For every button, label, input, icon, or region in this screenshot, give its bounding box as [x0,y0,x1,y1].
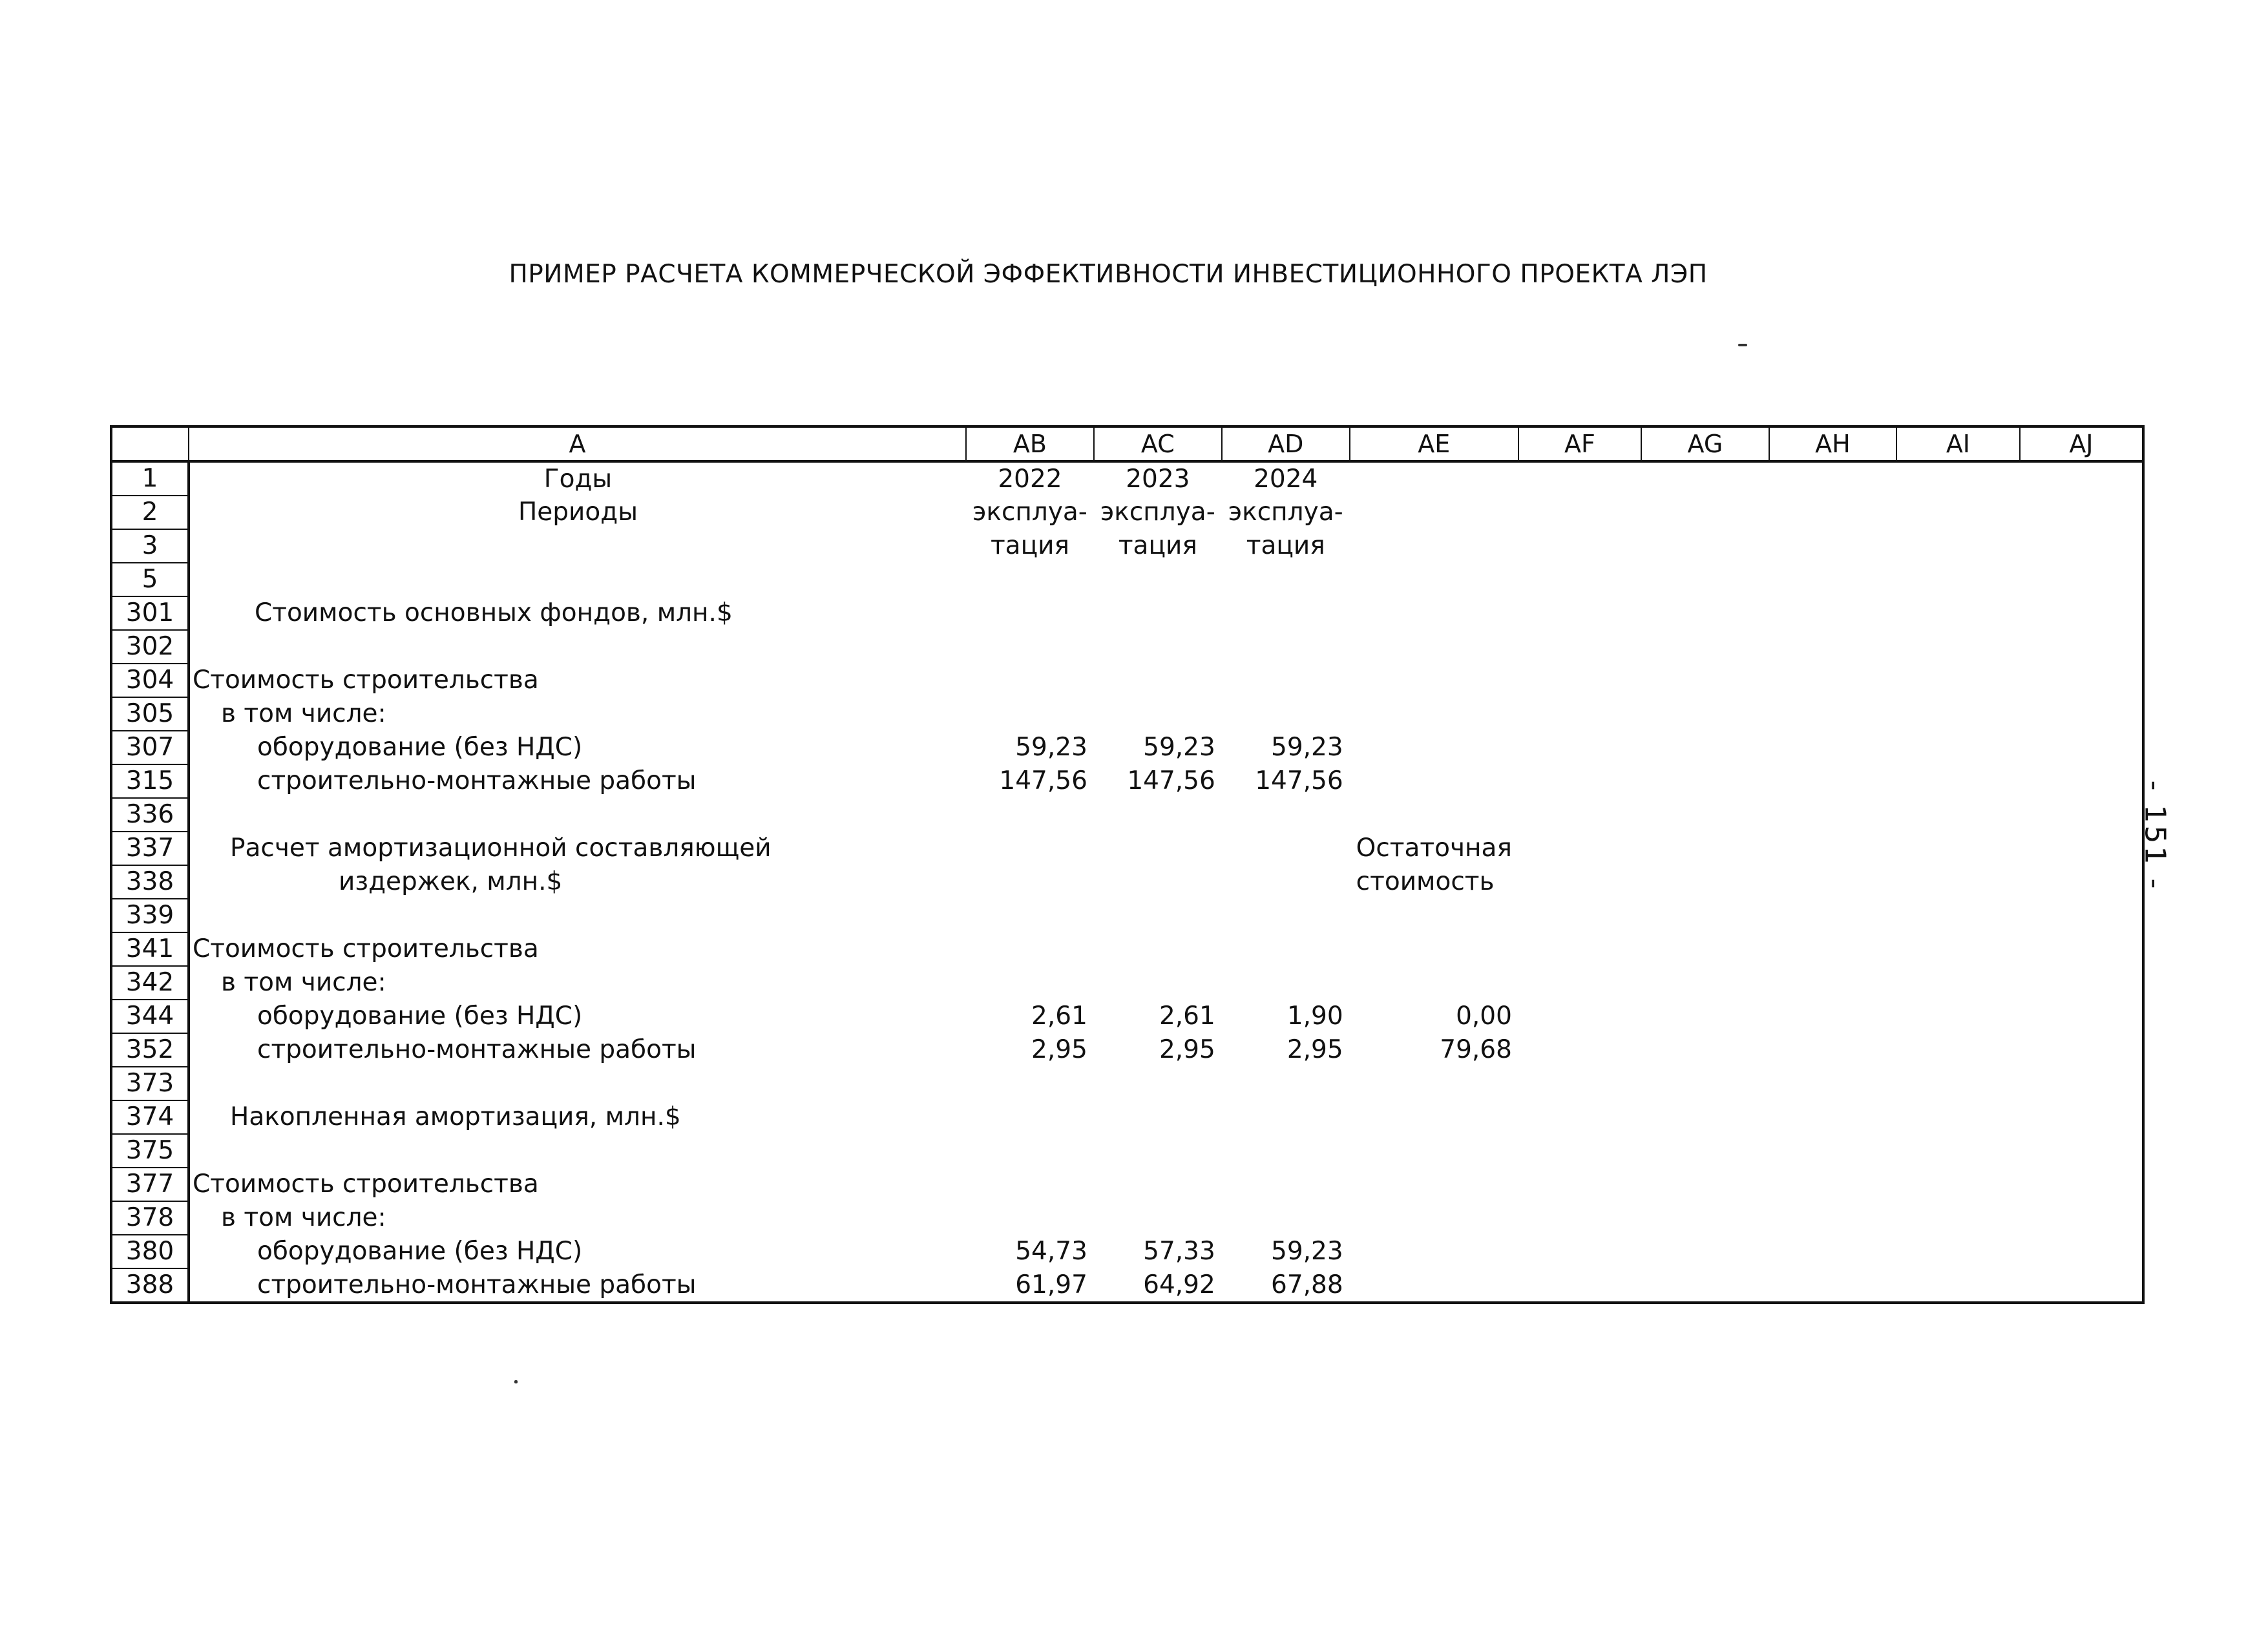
value-ae: 0,00 [1456,1002,1512,1031]
row-number[interactable]: 388 [111,1268,189,1303]
value-ab: 61,97 [1015,1270,1087,1299]
row-label: в том числе: [221,1203,386,1232]
table-row [111,865,2143,899]
row-number[interactable]: 374 [111,1100,189,1134]
column-header-row [111,426,2143,461]
section-heading: Стоимость основных фондов, млн.$ [255,598,733,627]
value-ae: 79,68 [1440,1035,1512,1064]
row-number[interactable]: 338 [111,865,189,899]
row-label: Стоимость строительства [193,666,539,695]
table-row [111,529,2143,563]
column-header-ab[interactable]: AB [966,426,1094,461]
row-number[interactable]: 336 [111,798,189,832]
value-ac: 2,61 [1159,1002,1215,1031]
table-row [111,1268,2143,1303]
row-number[interactable]: 375 [111,1134,189,1168]
table-row [111,630,2143,664]
table-row [111,798,2143,832]
value-ac: 57,33 [1143,1237,1215,1266]
value-ac: 59,23 [1143,733,1215,762]
table-row [111,731,2143,764]
row-number[interactable]: 304 [111,664,189,697]
table-row [111,832,2143,865]
table-row [111,1168,2143,1201]
residual-value-label: Остаточная [1356,834,1512,863]
value-ab: 2,95 [1031,1035,1087,1064]
year-ab: 2022 [998,464,1062,494]
row-label: оборудование (без НДС) [257,733,583,762]
corner-cell[interactable] [111,426,189,461]
table-row [111,1067,2143,1100]
row-label: оборудование (без НДС) [257,1237,583,1266]
table-row [111,1134,2143,1168]
section-heading: Накопленная амортизация, млн.$ [230,1102,681,1131]
column-header-ah[interactable]: AH [1769,426,1896,461]
value-ad: 1,90 [1286,1002,1343,1031]
table-row [111,664,2143,697]
value-ac: 147,56 [1127,766,1215,795]
row-number[interactable]: 380 [111,1235,189,1268]
value-ad: 147,56 [1255,766,1343,795]
residual-value-label-cont: стоимость [1356,867,1495,896]
table-row [111,596,2143,630]
row-label: строительно-монтажные работы [257,766,697,795]
row-number[interactable]: 301 [111,596,189,630]
row-label: строительно-монтажные работы [257,1270,697,1299]
scan-speck [1738,344,1747,346]
column-header-ae[interactable]: AE [1350,426,1518,461]
value-ab: 59,23 [1015,733,1087,762]
year-ad: 2024 [1254,464,1318,494]
row-label: Стоимость строительства [193,1170,539,1199]
period-ad-cont: тация [1246,531,1325,560]
value-ab: 54,73 [1015,1237,1087,1266]
column-header-ag[interactable]: AG [1641,426,1769,461]
value-ad: 2,95 [1286,1035,1343,1064]
row-number[interactable]: 1 [111,461,189,496]
table-row [111,697,2143,731]
column-header-ad[interactable]: AD [1222,426,1350,461]
years-label: Годы [543,464,613,494]
section-heading: Расчет амортизационной составляющей [230,834,772,863]
table-row [111,966,2143,1000]
column-header-ai[interactable]: AI [1896,426,2020,461]
row-number[interactable]: 373 [111,1067,189,1100]
table-row [111,1201,2143,1235]
spreadsheet-table [110,425,2145,1304]
row-number[interactable]: 344 [111,1000,189,1033]
table-row [111,899,2143,932]
column-header-a[interactable]: A [189,426,966,461]
row-number[interactable]: 342 [111,966,189,1000]
value-ab: 2,61 [1031,1002,1087,1031]
section-heading-cont: издержек, млн.$ [339,867,563,896]
scan-speck [514,1380,518,1383]
table-row [111,764,2143,798]
row-label: оборудование (без НДС) [257,1002,583,1031]
row-label: строительно-монтажные работы [257,1035,697,1064]
table-row [111,496,2143,529]
periods-label: Периоды [518,498,638,527]
row-number[interactable]: 377 [111,1168,189,1201]
table-row [111,461,2143,496]
column-header-af[interactable]: AF [1518,426,1641,461]
row-number[interactable]: 2 [111,496,189,529]
period-ab-cont: тация [990,531,1069,560]
row-number[interactable]: 305 [111,697,189,731]
table-row [111,932,2143,966]
page-title: ПРИМЕР РАСЧЕТА КОММЕРЧЕСКОЙ ЭФФЕКТИВНОСТИ ИНВЕСТИЦИОННОГО ПРОЕКТА ЛЭП [509,260,1708,289]
row-number[interactable]: 378 [111,1201,189,1235]
table-row [111,1000,2143,1033]
table-row [111,1235,2143,1268]
column-header-ac[interactable]: AC [1094,426,1222,461]
value-ad: 59,23 [1271,733,1343,762]
period-ac-cont: тация [1118,531,1197,560]
row-number[interactable]: 337 [111,832,189,865]
column-header-aj[interactable]: AJ [2020,426,2143,461]
row-label: в том числе: [221,699,386,728]
value-ac: 64,92 [1143,1270,1215,1299]
row-label: Стоимость строительства [193,934,539,963]
value-ad: 59,23 [1271,1237,1343,1266]
table-row [111,1100,2143,1134]
row-number[interactable]: 5 [111,563,189,596]
table-row [111,563,2143,596]
value-ab: 147,56 [999,766,1087,795]
row-number[interactable]: 339 [111,899,189,932]
table-row [111,1033,2143,1067]
period-ac: эксплуа- [1100,498,1215,527]
value-ad: 67,88 [1271,1270,1343,1299]
year-ac: 2023 [1126,464,1190,494]
row-number[interactable]: 352 [111,1033,189,1067]
row-number[interactable]: 302 [111,630,189,664]
row-number[interactable]: 315 [111,764,189,798]
row-number[interactable]: 307 [111,731,189,764]
row-number[interactable]: 3 [111,529,189,563]
row-label: в том числе: [221,968,386,997]
period-ab: эксплуа- [972,498,1087,527]
row-number[interactable]: 341 [111,932,189,966]
page-number: - 151 - [2138,780,2172,892]
value-ac: 2,95 [1159,1035,1215,1064]
period-ad: эксплуа- [1228,498,1343,527]
